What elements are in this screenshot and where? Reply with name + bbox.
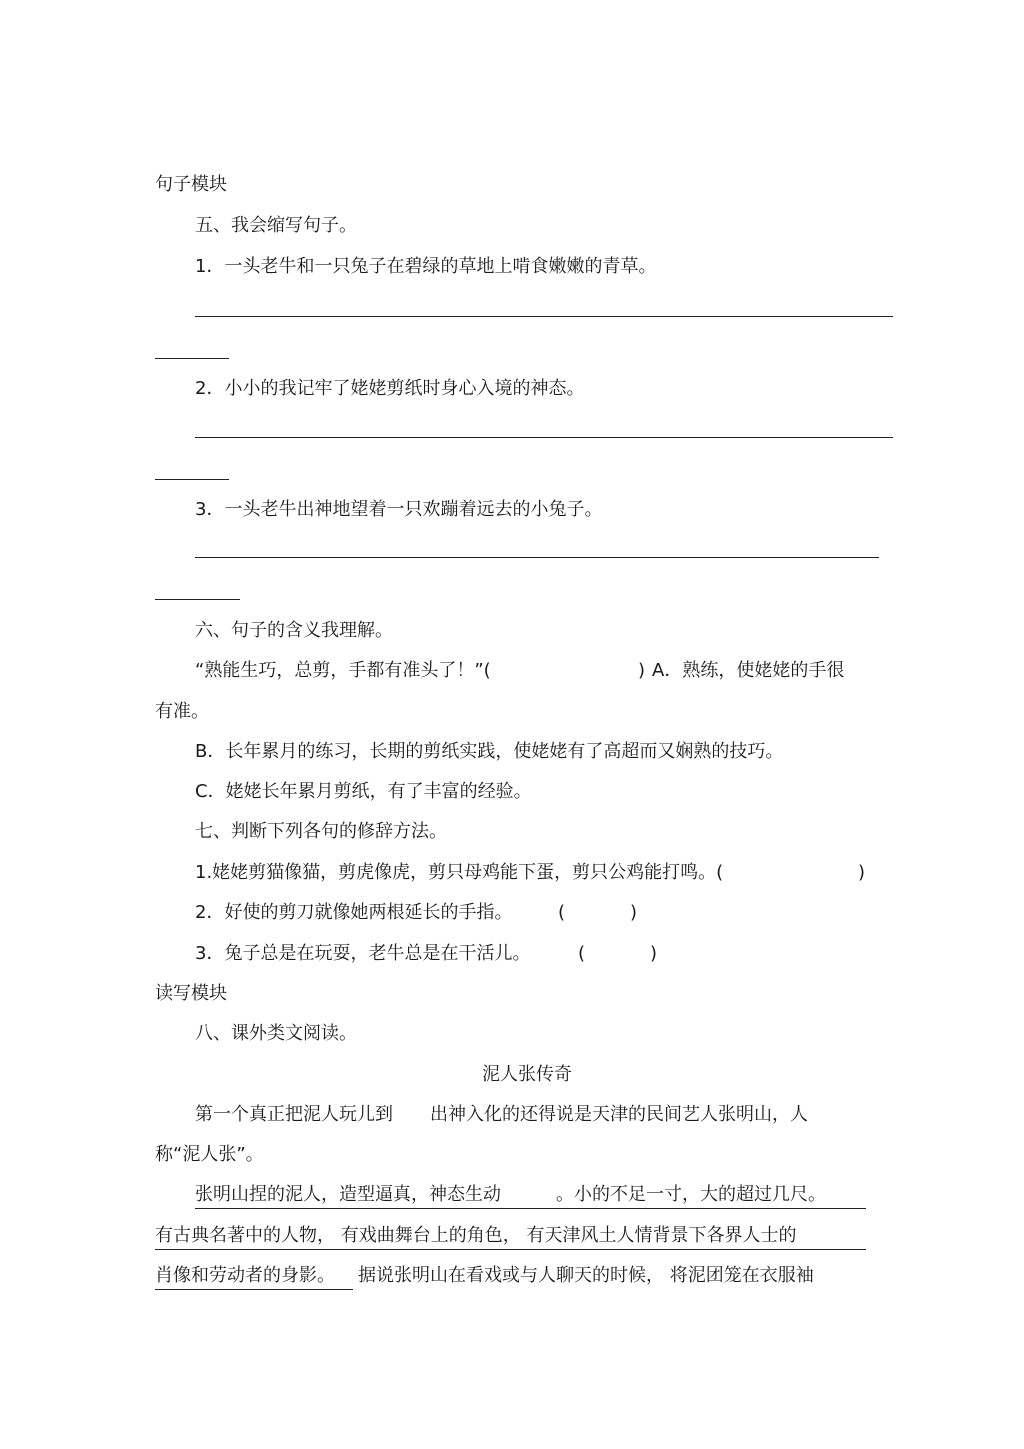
passage-p2-part4: 肖像和劳动者的身影。 bbox=[155, 1265, 335, 1286]
q5-item-2: 2．小小的我记牢了姥姥剪纸时身心入境的神态。 bbox=[195, 378, 585, 399]
passage-p1-part2: 出神入化的还得说是天津的民间艺人张明山，人 bbox=[430, 1104, 808, 1125]
answer-line[interactable] bbox=[195, 557, 879, 558]
q7-item-3-open-paren: ( bbox=[578, 943, 586, 964]
underline bbox=[195, 1208, 866, 1209]
q7-item-3: 3．兔子总是在玩耍，老牛总是在干活儿。 bbox=[195, 943, 531, 964]
question-7-title: 七、判断下列各句的修辞方法。 bbox=[195, 821, 447, 842]
passage-p1-part1: 第一个真正把泥人玩儿到 bbox=[195, 1104, 393, 1125]
answer-line-cont[interactable] bbox=[155, 479, 229, 480]
q7-item-1-close-paren: ) bbox=[858, 862, 866, 883]
question-8-title: 八、课外类文阅读。 bbox=[195, 1023, 357, 1044]
q5-item-3: 3．一头老牛出神地望着一只欢蹦着远去的小兔子。 bbox=[195, 499, 603, 520]
answer-line[interactable] bbox=[195, 437, 893, 438]
q6-option-a: A．熟练，使姥姥的手很 bbox=[652, 660, 845, 681]
q6-option-b: B．长年累月的练习，长期的剪纸实践，使姥姥有了高超而又娴熟的技巧。 bbox=[195, 741, 784, 762]
q7-item-2: 2．好使的剪刀就像她两根延长的手指。 bbox=[195, 902, 513, 923]
passage-p2-part3: 有古典名著中的人物， 有戏曲舞台上的角色， 有天津风土人情背景下各界人士的 bbox=[155, 1225, 797, 1246]
passage-p2-part2: 。小的不足一寸，大的超过几尺。 bbox=[556, 1184, 826, 1205]
q7-item-1: 1.姥姥剪猫像猫，剪虎像虎，剪只母鸡能下蛋，剪只公鸡能打鸣。( bbox=[195, 862, 724, 883]
underline bbox=[155, 1289, 353, 1290]
passage-p1-part3: 称“泥人张”。 bbox=[155, 1144, 264, 1165]
q5-item-1: 1．一头老牛和一只兔子在碧绿的草地上啃食嫩嫩的青草。 bbox=[195, 256, 657, 277]
question-5-title: 五、我会缩写句子。 bbox=[195, 215, 357, 236]
q7-item-3-close-paren: ) bbox=[650, 943, 658, 964]
q6-quote: “熟能生巧，总剪，手都有准头了！”( bbox=[195, 660, 491, 681]
section-heading-reading: 读写模块 bbox=[155, 983, 227, 1004]
underline bbox=[155, 1249, 866, 1250]
q6-option-a-cont: 有准。 bbox=[155, 701, 209, 722]
answer-line[interactable] bbox=[195, 316, 893, 317]
passage-title: 泥人张传奇 bbox=[482, 1064, 572, 1085]
answer-line-cont[interactable] bbox=[155, 358, 229, 359]
passage-p2-part1: 张明山捏的泥人，造型逼真，神态生动 bbox=[195, 1184, 501, 1205]
section-heading-sentence: 句子模块 bbox=[155, 174, 227, 195]
q6-option-c: C．姥姥长年累月剪纸，有了丰富的经验。 bbox=[195, 781, 532, 802]
q7-item-2-open-paren: ( bbox=[558, 902, 566, 923]
q7-item-2-close-paren: ) bbox=[630, 902, 638, 923]
answer-line-cont[interactable] bbox=[155, 599, 240, 600]
passage-p2-part5: 据说张明山在看戏或与人聊天的时候， 将泥团笼在衣服袖 bbox=[358, 1265, 814, 1286]
question-6-title: 六、句子的含义我理解。 bbox=[195, 620, 393, 641]
q6-answer-close-paren: ) bbox=[638, 660, 646, 681]
